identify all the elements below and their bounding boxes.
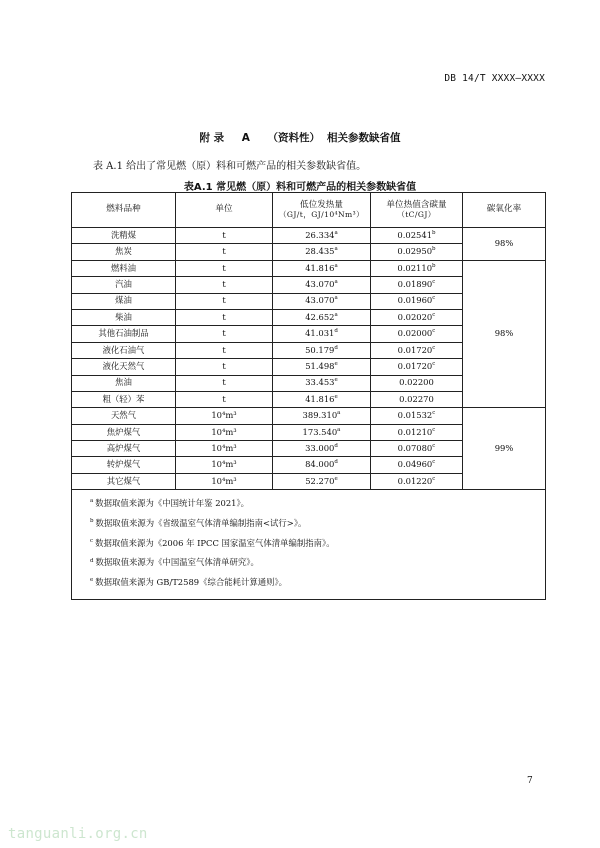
- footnotes-row: [72, 490, 546, 599]
- fuel-cell: [72, 359, 176, 375]
- unit-cell-value: 10⁴m³: [211, 459, 237, 470]
- carbon-cell-value: 0.02270: [399, 393, 434, 404]
- heat-value-cell-ref: a: [334, 295, 338, 302]
- heat-value-cell: [273, 244, 371, 260]
- heat-value-cell-value: 33.000: [305, 442, 335, 453]
- heat-value-cell: [273, 309, 371, 325]
- footnotes: [72, 490, 546, 599]
- unit-cell: [176, 326, 273, 342]
- carbon-cell: [371, 441, 463, 457]
- carbon-cell-ref: b: [432, 246, 436, 253]
- footnote-mark: b: [90, 518, 94, 525]
- fuel-cell: [72, 441, 176, 457]
- unit-cell: [176, 391, 273, 407]
- heat-value-cell: [273, 359, 371, 375]
- parameter-table: [71, 192, 546, 600]
- fuel-cell-value: 燃料油: [110, 262, 137, 273]
- oxidation-rate-cell: 99%: [463, 408, 546, 490]
- heat-value-cell-value: 43.070: [305, 279, 335, 290]
- heat-value-cell-ref: d: [334, 328, 338, 335]
- heat-value-cell: [273, 228, 371, 244]
- unit-cell-value: t: [222, 246, 226, 257]
- unit-cell: [176, 441, 273, 457]
- unit-cell-value: 10⁴m³: [211, 410, 237, 421]
- carbon-cell: [371, 244, 463, 260]
- fuel-cell: [72, 424, 176, 440]
- heat-value-cell-value: 41.031: [305, 328, 335, 339]
- unit-cell: [176, 244, 273, 260]
- heat-value-cell: [273, 441, 371, 457]
- fuel-cell: [72, 293, 176, 309]
- table-body: [72, 228, 546, 490]
- heat-value-cell-value: 41.816: [305, 262, 335, 273]
- table-caption: 表A.1 常见燃（原）料和可燃产品的相关参数缺省值: [183, 182, 417, 193]
- fuel-cell: [72, 375, 176, 391]
- heat-value-cell-value: 52.270: [305, 475, 335, 486]
- fuel-cell: [72, 260, 176, 276]
- heat-value-cell-ref: e: [334, 475, 338, 482]
- heat-value-cell-ref: a: [334, 230, 338, 237]
- carbon-cell-value: 0.02541: [397, 229, 433, 240]
- carbon-cell-value: 0.02110: [397, 262, 433, 273]
- carbon-cell-value: 0.04960: [397, 459, 433, 470]
- header-carbon-unit: （tC/GJ）: [397, 209, 436, 219]
- heat-value-cell-value: 84.000: [305, 459, 335, 470]
- unit-cell: [176, 277, 273, 293]
- carbon-cell-ref: c: [432, 443, 436, 450]
- fuel-cell-value: 焦炉煤气: [106, 426, 141, 437]
- carbon-cell-value: 0.01210: [397, 426, 433, 437]
- heat-value-cell-ref: e: [334, 361, 338, 368]
- heat-value-cell-value: 43.070: [305, 295, 335, 306]
- header-heat-value-label: 低位发热量: [300, 199, 343, 210]
- footnote-mark: d: [90, 557, 94, 564]
- heat-value-cell-ref: a: [337, 426, 341, 433]
- heat-value-cell: [273, 277, 371, 293]
- carbon-cell-ref: c: [432, 279, 436, 286]
- carbon-cell: [371, 293, 463, 309]
- footnote-text: 数据取值来源为《省级温室气体清单编制指南<试行>》。: [95, 517, 307, 528]
- carbon-cell: [371, 260, 463, 276]
- heat-value-cell-value: 42.652: [305, 311, 335, 322]
- heat-value-cell-value: 50.179: [305, 344, 335, 355]
- unit-cell-value: t: [222, 262, 226, 273]
- unit-cell-value: 10⁴m³: [211, 475, 237, 486]
- carbon-cell-value: 0.02200: [399, 377, 434, 388]
- unit-cell: [176, 228, 273, 244]
- unit-cell: [176, 293, 273, 309]
- unit-cell-value: 10⁴m³: [211, 426, 237, 437]
- table-header-row: [72, 193, 546, 228]
- header-carbon: [371, 193, 463, 228]
- fuel-cell: [72, 244, 176, 260]
- fuel-cell-value: 液化石油气: [102, 344, 145, 355]
- unit-cell-value: t: [222, 360, 226, 371]
- oxidation-rate-cell: 98%: [463, 260, 546, 408]
- table-row: [72, 408, 546, 424]
- carbon-cell-value: 0.01720: [397, 344, 433, 355]
- fuel-cell: [72, 391, 176, 407]
- fuel-cell-value: 焦油: [115, 377, 132, 388]
- fuel-cell: [72, 473, 176, 489]
- fuel-cell: [72, 277, 176, 293]
- carbon-cell-ref: b: [432, 262, 436, 269]
- carbon-cell-value: 0.01890: [397, 279, 433, 290]
- carbon-cell-value: 0.01720: [397, 360, 433, 371]
- heat-value-cell: [273, 473, 371, 489]
- heat-value-cell-ref: d: [334, 344, 338, 351]
- fuel-cell-value: 柴油: [115, 311, 132, 322]
- carbon-cell-ref: c: [432, 344, 436, 351]
- table-row: [72, 228, 546, 244]
- fuel-cell: [72, 228, 176, 244]
- carbon-cell-value: 0.01220: [397, 475, 433, 486]
- heat-value-cell: [273, 391, 371, 407]
- fuel-cell-value: 天然气: [110, 410, 137, 421]
- header-heat-value: [273, 193, 371, 228]
- footnote-text: 数据取值来源为 GB/T2589《综合能耗计算通则》。: [95, 577, 288, 587]
- fuel-cell-value: 焦炭: [115, 246, 132, 257]
- heat-value-cell: [273, 424, 371, 440]
- heat-value-cell-value: 33.453: [305, 377, 335, 388]
- carbon-cell-value: 0.01532: [397, 410, 433, 421]
- fuel-cell: [72, 408, 176, 424]
- carbon-cell-value: 0.02950: [397, 246, 433, 257]
- appendix-title: [0, 130, 600, 145]
- intro-text: 表 A.1 给出了常见燃（原）料和可燃产品的相关参数缺省值。: [93, 161, 367, 172]
- fuel-cell: [72, 457, 176, 473]
- carbon-cell: [371, 359, 463, 375]
- footnote: [90, 534, 545, 554]
- header-fuel: 燃料品种: [72, 193, 176, 228]
- heat-value-cell-ref: e: [334, 393, 338, 400]
- fuel-cell-value: 液化天然气: [102, 360, 145, 371]
- header-carbon-label: 单位热值含碳量: [386, 199, 447, 210]
- watermark: tanguanli.org.cn: [8, 826, 148, 842]
- footnote: [90, 573, 545, 593]
- fuel-cell-value: 其他石油制品: [98, 328, 149, 339]
- carbon-cell: [371, 277, 463, 293]
- carbon-cell-value: 0.07080: [397, 442, 433, 453]
- heat-value-cell-ref: a: [334, 262, 338, 269]
- heat-value-cell-value: 51.498: [305, 360, 335, 371]
- heat-value-cell-ref: e: [334, 377, 338, 384]
- heat-value-cell-value: 41.816: [305, 393, 335, 404]
- oxidation-rate-cell: 98%: [463, 228, 546, 261]
- footnote-mark: a: [90, 498, 94, 505]
- unit-cell-value: t: [222, 344, 226, 355]
- appendix-name: 相关参数缺省值: [327, 132, 401, 144]
- fuel-cell: [72, 326, 176, 342]
- heat-value-cell: [273, 260, 371, 276]
- fuel-cell-value: 转炉煤气: [106, 459, 141, 470]
- fuel-cell-value: 粗（轻）苯: [102, 393, 145, 404]
- header-unit: 单位: [176, 193, 273, 228]
- carbon-cell-ref: c: [432, 328, 436, 335]
- heat-value-cell-value: 26.334: [305, 229, 335, 240]
- footnote-text: 数据取值来源为《中国温室气体清单研究》。: [95, 557, 259, 568]
- carbon-cell-ref: c: [432, 475, 436, 482]
- heat-value-cell: [273, 326, 371, 342]
- heat-value-cell-ref: a: [334, 312, 338, 319]
- fuel-cell: [72, 342, 176, 358]
- carbon-cell: [371, 326, 463, 342]
- carbon-cell-value: 0.01960: [397, 295, 433, 306]
- unit-cell-value: t: [222, 393, 226, 404]
- unit-cell: [176, 408, 273, 424]
- table-row: [72, 260, 546, 276]
- appendix-type: （资料性）: [267, 132, 321, 144]
- unit-cell: [176, 375, 273, 391]
- carbon-cell: [371, 375, 463, 391]
- header-heat-value-unit: （GJ/t，GJ/10⁴Nm³）: [278, 209, 365, 219]
- fuel-cell-value: 高炉煤气: [106, 442, 141, 453]
- unit-cell-value: t: [222, 229, 226, 240]
- fuel-cell-value: 其它煤气: [106, 475, 141, 486]
- unit-cell: [176, 424, 273, 440]
- unit-cell: [176, 260, 273, 276]
- unit-cell-value: 10⁴m³: [211, 442, 237, 453]
- carbon-cell: [371, 391, 463, 407]
- carbon-cell-ref: c: [432, 410, 436, 417]
- footnote-mark: c: [90, 537, 94, 544]
- heat-value-cell-ref: a: [334, 246, 338, 253]
- heat-value-cell: [273, 457, 371, 473]
- page-number: 7: [527, 776, 533, 786]
- footnote: [90, 494, 545, 514]
- carbon-cell-ref: c: [432, 459, 436, 466]
- footnote-text: 数据取值来源为《2006 年 IPCC 国家温室气体清单编制指南》。: [95, 537, 335, 548]
- carbon-cell: [371, 309, 463, 325]
- heat-value-cell-value: 173.540: [302, 426, 338, 437]
- carbon-cell-ref: c: [432, 361, 436, 368]
- unit-cell-value: t: [222, 295, 226, 306]
- carbon-cell: [371, 473, 463, 489]
- heat-value-cell: [273, 375, 371, 391]
- unit-cell-value: t: [222, 328, 226, 339]
- carbon-cell: [371, 424, 463, 440]
- carbon-cell: [371, 228, 463, 244]
- footnote: [90, 514, 545, 534]
- heat-value-cell-ref: d: [334, 443, 338, 450]
- appendix-label: 附 录: [199, 132, 225, 144]
- appendix-letter: A: [241, 132, 250, 144]
- fuel-cell: [72, 309, 176, 325]
- unit-cell: [176, 457, 273, 473]
- carbon-cell: [371, 408, 463, 424]
- unit-cell-value: t: [222, 311, 226, 322]
- carbon-cell: [371, 457, 463, 473]
- heat-value-cell-ref: a: [334, 279, 338, 286]
- fuel-cell-value: 洗精煤: [110, 229, 137, 240]
- carbon-cell-ref: c: [432, 295, 436, 302]
- heat-value-cell-value: 389.310: [302, 410, 338, 421]
- unit-cell: [176, 309, 273, 325]
- unit-cell: [176, 342, 273, 358]
- header-oxidation: 碳氧化率: [463, 193, 546, 228]
- carbon-cell-ref: c: [432, 426, 436, 433]
- footnote: [90, 553, 545, 573]
- unit-cell: [176, 473, 273, 489]
- carbon-cell-ref: c: [432, 312, 436, 319]
- heat-value-cell-ref: d: [334, 459, 338, 466]
- footnote-text: 数据取值来源为《中国统计年鉴 2021》。: [95, 498, 250, 509]
- fuel-cell-value: 汽油: [115, 279, 132, 290]
- carbon-cell-ref: b: [432, 230, 436, 237]
- heat-value-cell-ref: a: [337, 410, 341, 417]
- heat-value-cell-value: 28.435: [305, 246, 335, 257]
- unit-cell-value: t: [222, 279, 226, 290]
- carbon-cell-value: 0.02000: [397, 328, 433, 339]
- unit-cell-value: t: [222, 377, 226, 388]
- heat-value-cell: [273, 342, 371, 358]
- unit-cell: [176, 359, 273, 375]
- carbon-cell: [371, 342, 463, 358]
- heat-value-cell: [273, 408, 371, 424]
- heat-value-cell: [273, 293, 371, 309]
- carbon-cell-value: 0.02020: [397, 311, 433, 322]
- standard-id: DB 14/T XXXX—XXXX: [444, 73, 545, 84]
- fuel-cell-value: 煤油: [115, 295, 132, 306]
- footnote-mark: e: [90, 577, 94, 584]
